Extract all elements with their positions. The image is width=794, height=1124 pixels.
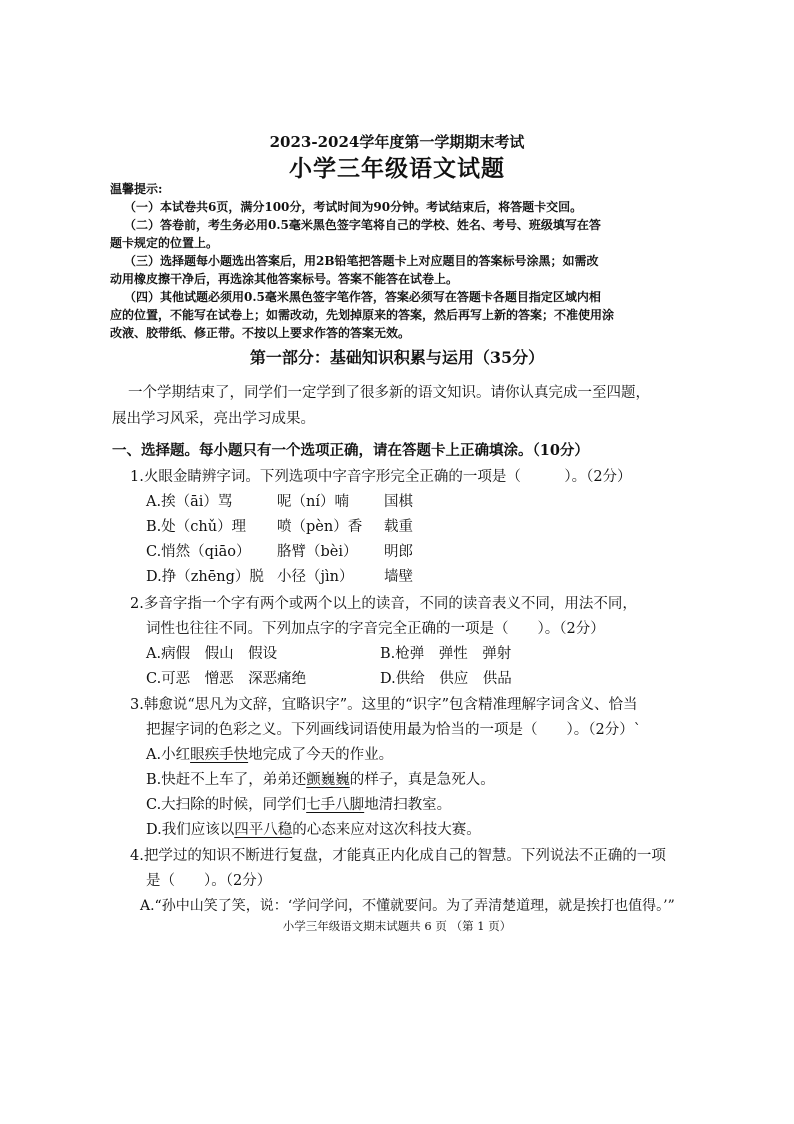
question-stem: 词性也往往不同。下列加点字的字音完全正确的一项是（ ）。（2分）	[146, 621, 605, 637]
exam-title: 小学三年级语文试题	[289, 155, 505, 182]
underlined-word: 四平八稳	[234, 822, 293, 838]
option-text: 的心态来应对这次科技大赛。	[292, 822, 481, 838]
option-part: 喷（pèn）香	[277, 519, 363, 535]
question-stem: 是（ ）。（2分）	[146, 873, 272, 889]
option-text: A.小红	[146, 747, 191, 763]
underlined-word: 颤巍巍	[306, 772, 350, 788]
section-title: 一、选择题。每小题只有一个选项正确，请在答题卡上正确填涂。（10分）	[112, 442, 589, 459]
option-b: B.枪弹 弹性 弹射	[380, 646, 512, 662]
option-part: C.悄然（qiāo）	[146, 544, 251, 560]
option-part: 国棋	[384, 494, 413, 510]
option-b	[146, 772, 495, 789]
question-stem: 4.把学过的知识不断进行复盘，才能真正内化成自己的智慧。下列说法不正确的一项	[130, 848, 666, 864]
option-text: 地清扫教室。	[364, 797, 452, 813]
intro-line: 展出学习风采，亮出学习成果。	[112, 411, 315, 427]
option-text: 地完成了今天的作业。	[248, 747, 394, 763]
tips-line: 应的位置，不能写在试卷上；如需改动，先划掉原来的答案，然后再写上新的答案；不准使用涂	[110, 308, 615, 322]
option-part: D.挣（zhēng）脱	[146, 569, 264, 585]
option-text: B.快赶不上车了，弟弟还	[146, 772, 307, 788]
tips-line: 改液、胶带纸、修正带。不按以上要求作答的答案无效。	[110, 326, 411, 340]
option-d	[146, 822, 481, 839]
option-part: 载重	[384, 519, 413, 535]
option-part: 小径（jìn）	[277, 569, 354, 585]
option-part: 呢（ní）喃	[277, 494, 349, 510]
option-a: A.病假 假山 假设	[146, 646, 278, 662]
question-stem: 把握字词的色彩之义。下列画线词语使用最为恰当的一项是（ ）。（2分）`	[146, 722, 641, 738]
tips-line: （四）其他试题必须用0.5毫米黑色签字笔作答，答案必须写在答题卡各题目指定区域内相	[124, 290, 601, 304]
option-a	[146, 747, 393, 764]
question-stem: 3.韩愈说“思凡为文辞，宜略识字”。这里的“识字”包含精准理解字词含义、恰当	[130, 697, 638, 713]
underlined-word: 眼疾手快	[190, 747, 249, 763]
tips-line: （二）答卷前，考生务必用0.5毫米黑色签字笔将自己的学校、姓名、考号、班级填写在答	[124, 218, 601, 232]
tips-line: 题卡规定的位置上。	[110, 236, 219, 250]
tips-heading: 温馨提示:	[110, 182, 163, 196]
question-stem: 2.多音字指一个字有两个或两个以上的读音，不同的读音表义不同，用法不同，	[130, 596, 637, 612]
option-part: 明郎	[384, 544, 413, 560]
tips-line: （三）选择题每小题选出答案后，用2B铅笔把答题卡上对应题目的答案标号涂黑；如需改	[124, 254, 599, 268]
option-c	[146, 797, 451, 814]
tips-line: 动用橡皮擦干净后，再选涂其他答案标号。答案不能答在试卷上。	[110, 272, 459, 286]
option-part: A.挨（āi）骂	[146, 494, 233, 510]
option-part: 墙壁	[384, 569, 413, 585]
option-a: A.“孙中山笑了笑，说：‘学问学问，不懂就要问。为了弄清楚道理，就是挨打也值得。’”	[140, 898, 675, 914]
option-part: B.处（chǔ）理	[146, 519, 247, 535]
question-stem: 1.火眼金睛辨字词。下列选项中字音字形完全正确的一项是（ ）。（2分）	[130, 469, 632, 485]
underlined-word: 七手八脚	[306, 797, 365, 813]
option-text: 的样子，真是急死人。	[349, 772, 495, 788]
option-part: 胳臂（bèi）	[277, 544, 358, 560]
option-d: D.供给 供应 供品	[380, 671, 512, 687]
exam-term: 2023-2024学年度第一学期期末考试	[269, 133, 525, 151]
option-text: C.大扫除的时候，同学们	[146, 797, 307, 813]
option-text: D.我们应该以	[146, 822, 235, 838]
intro-line: 一个学期结束了，同学们一定学到了很多新的语文知识。请你认真完成一至四题，	[128, 385, 650, 401]
option-c: C.可恶 憎恶 深恶痛绝	[146, 671, 307, 687]
page-footer: 小学三年级语文期末试题共 6 页 （第 1 页）	[282, 919, 512, 933]
part-title: 第一部分：基础知识积累与运用（35分）	[249, 348, 545, 367]
tips-line: （一）本试卷共6页，满分100分，考试时间为90分钟。考试结束后，将答题卡交回。	[124, 200, 583, 214]
